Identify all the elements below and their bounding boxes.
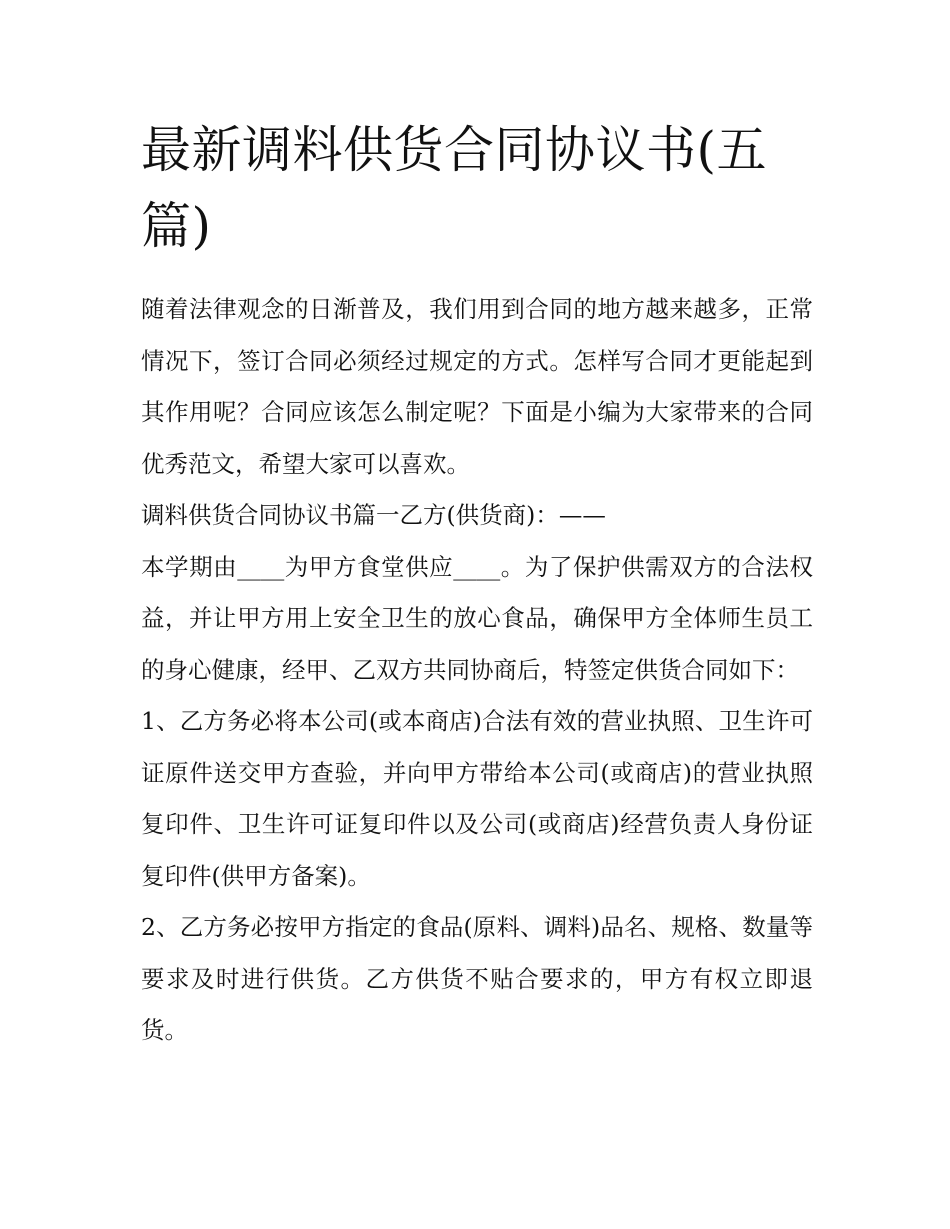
section-heading-paragraph: 调料供货合同协议书篇一乙方(供货商)：—— (141, 501, 606, 529)
document-body (141, 284, 813, 1057)
document-page (141, 112, 813, 1057)
intro-paragraph: 随着法律观念的日渐普及，我们用到合同的地方越来越多，正常情况下，签订合同必须经过规定的方式。怎样写合同才更能起到其作用呢？合同应该怎么制定呢？下面是小编为大家带来的合同优秀范文，希望大家可以喜欢。 (141, 295, 813, 478)
clause-2-paragraph: 2、乙方务必按甲方指定的食品(原料、调料)品名、规格、数量等要求及时进行供货。乙方供货不贴合要求的，甲方有权立即退货。 (141, 913, 813, 1044)
clause-1-paragraph: 1、乙方务必将本公司(或本商店)合法有效的营业执照、卫生许可证原件送交甲方查验，并向甲方带给本公司(或商店)的营业执照复印件、卫生许可证复印件以及公司(或商店)经营负责人身份证复印件(供甲方备案)。 (141, 707, 813, 890)
preamble-paragraph: 本学期由____为甲方食堂供应____。为了保护供需双方的合法权益，并让甲方用上安全卫生的放心食品，确保甲方全体师生员工的身心健康，经甲、乙双方共同协商后，特签定供货合同如下： (141, 552, 813, 684)
document-title: 最新调料供货合同协议书(五篇) (141, 121, 768, 255)
